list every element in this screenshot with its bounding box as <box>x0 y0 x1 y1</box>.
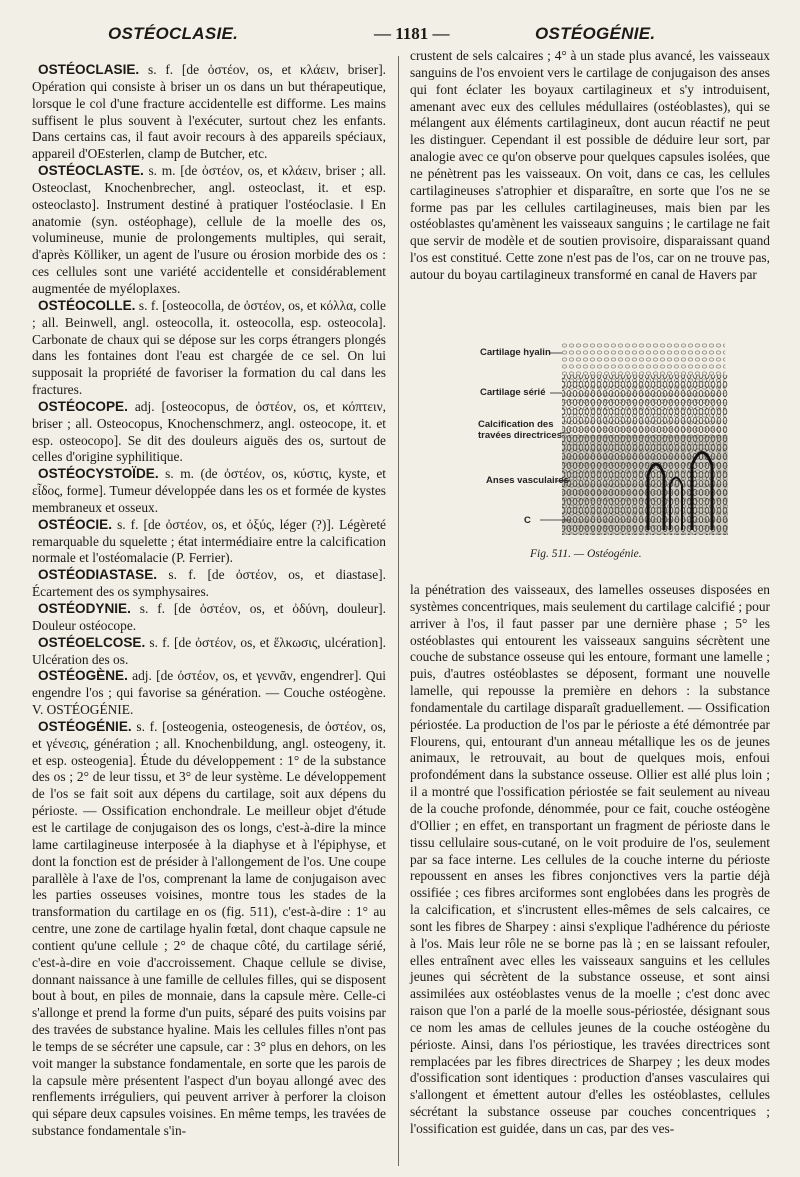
definition: s. f. [de ὀστέον, os, et ὀδύνη, douleur]. Douleur ostéocope. <box>32 601 386 633</box>
column-divider <box>398 56 399 1166</box>
figure-511 <box>470 335 740 570</box>
figure-caption: Fig. 511. — Ostéogénie. <box>530 548 642 560</box>
definition: s. m. (de ὀστέον, os, κύστις, kyste, et εἶδος, forme]. Tumeur développée dans les os et formée de kystes membraneux et osseux. <box>32 466 386 515</box>
entry-osteoclaste <box>32 163 386 298</box>
headword: OSTÉOCLASIE. <box>38 62 140 77</box>
entry-osteocope <box>32 399 386 466</box>
left-column <box>32 62 386 1140</box>
headword: OSTÉOCLASTE. <box>38 163 144 179</box>
entry-osteogene <box>32 668 386 719</box>
continuation-paragraph: la pénétration des vaisseaux, des lamelles osseuses disposées en systèmes concentriques, mais seulement du cartilage calcifié ; pour arriver à l'os, il faut passer par une dernière phase ; 5° les ostéoblastes qui entourent les vaisseaux sanguins sécrètent une couche de substance osseuse qui les entoure, formant une lamelle ; puis, d'autres ostéoblastes se déposent, formant une nouvelle lamelle, qui repousse la première en dehors : la substance fondamentale du cartilage disparaît graduellement. — Ossification périostée. La production de l'os par le périoste a été démontrée par Flourens, qui, entourant d'un anneau métallique les os de jeunes animaux, le retrouvait, au bout de quelques mois, enfoui profondément dans la substance osseuse. Ollier est allé plus loin ; il a montré que l'ossification périostée se fait seulement au niveau de la couche profonde, dénommée, pour ce fait, couche ostéogène d'Ollier ; en effet, en transportant un fragment de périoste dans le tissu cellulaire sous-cutané, on le voit produire de l'os, seulement par sa face interne. Les cellules de la couche interne du périoste repoussent en anses les fibres conjonctives vers la partie déjà ossifiée ; ces fibres arciformes sont englobées dans les progrès de la calcification, et s'incrustent elles-mêmes de sels calcaires, ce sont les fibres de Sharpey : ainsi s'explique l'adhérence du périoste à l'os. Mais leur rôle ne se borne pas là ; en se laissant refouler, elles entraînent avec elles les vaisseaux sanguins et les cellules jeunes qui sécrètent de la substance osseuse, et sont ainsi assimilées aux ostéoblastes venus de la moelle ; c'est donc avec raison que l'on a parlé de la moelle sous-périostée, désignant sous ce nom les amas de cellules jeunes de la couche ostéogène du périoste. Ainsi, dans l'os périostique, les travées directrices sont remplacées par les fibres directrices de Sharpey ; les deux modes d'ossification sont identiques : production d'anses vasculaires qui s'allongent et émettent autour d'elles les ostéoblastes, cellules sécrétant la substance osseuse par couches concentriques ; l'ossification est guidée, dans un cas, par des ves- <box>410 582 770 1136</box>
headword: OSTÉOCIE. <box>38 516 113 532</box>
definition: s. f. [de ὀστέον, os, et κλάειν, briser]. Opération qui consiste à briser un os dans un but thérapeutique, lorsque le col d'une fracture accidentelle est difforme. Les mains suffisent le plus souvent à l'exécuter, surtout chez les enfants. Dans certains cas, il faut avoir recours à des appareils spéciaux, appareil d'OEsterlen, clamp de Butcher, etc. <box>32 62 386 162</box>
definition: adj. [de ὀστέον, os, et γεννᾶν, engendrer]. Qui engendre l'os ; qui favorise sa génération. — Couche ostéogène. V. OSTÉOGÉNIE. <box>32 668 386 718</box>
entry-osteoclasie <box>32 62 386 163</box>
headword: OSTÉOCOPE. <box>38 398 128 414</box>
entry-osteocie <box>32 517 386 568</box>
definition: s. m. [de ὀστέον, os, et κλάειν, briser ; all. Osteoclast, Knochenbrecher, angl. osteoclast, it. et esp. osteoclasto]. Instrument destiné à pratiquer l'ostéoclasie. ‖ En anatomie (syn. ostéophage), cellule de la moelle des os, volumineuse, munie de prolongements multiples, qui serait, d'après Kölliker, un agent de l'usure ou érosion morbide des os : ces cellules sont une variété accidentelle et considérablement augmentée de myéloplaxes. <box>32 163 386 296</box>
page-number: — 1181 — <box>374 24 450 43</box>
header-left-guideword: OSTÉOCLASIE. <box>108 24 239 43</box>
headword: OSTÉODIASTASE. <box>38 567 158 583</box>
headword: OSTÉODYNIE. <box>38 601 131 616</box>
entry-osteodynie <box>32 601 386 635</box>
definition: s. f. [de ὀστέον, os, et ἕλκωσις, ulcération]. Ulcération des os. <box>32 634 386 667</box>
headword: OSTÉOGÈNE. <box>38 668 128 684</box>
running-header <box>0 18 800 48</box>
definition: s. f. [osteogenia, osteogenesis, de ὀστέον, os, et γένεσις, génération ; all. Knochenbildung, angl. osteogeny, it. et esp. osteogenia]. Étude du développement : 1° de la substance des os ; 2° de leur tissu, et 3° de leur système. Le développement de l'os se fait soit aux dépens du cartilage, soit aux dépens du périoste. — Ossification enchondrale. Le meilleur objet d'étude est le cartilage de conjugaison des os longs, c'est-à-dire la mince lame cartilagineuse interposée à la diaphyse et à l'épiphyse, et dont la fonction est de présider à l'allongement de l'os. Une coupe parallèle à l'axe de l'os, comprenant la lame de conjugaison avec les parties osseuses voisines, montre tous les stades de la transformation du cartilage en os (fig. 511), c'est-à-dire : 1° au centre, une zone de cartilage hyalin fœtal, dont chaque capsule ne contient qu'une cellule ; 2° de chaque côté, du cartilage sérié, c'est-à-dire en voie d'accroissement. Chaque cellule se divise, donnant naissance à une famille de cellules filles, qui se disposent bout à bout, en piles de monnaie, dans la capsule mère. Celle-ci s'allonge et prend la forme d'un puits, séparé des puits voisins par des travées de substance hyaline. Mais les cellules filles n'ont pas le temps de se sécréter une capsule, car : 3° plus en dehors, on les voit manger la substance fondamentale, en sorte que les parois de la capsule mère présentent l'aspect d'un boyau allongé avec des renflements irréguliers, qui peuvent arriver à perforer la cloison qui sépare deux capsules voisines. En même temps, les travées de substance fondamentale s'in- <box>32 718 386 1139</box>
label-c: C <box>524 515 531 526</box>
label-cartilage-hyalin: Cartilage hyalin <box>480 347 551 358</box>
headword: OSTÉOCYSTOÏDE. <box>38 466 159 482</box>
entry-osteodiastase <box>32 567 386 601</box>
definition: s. f. [de ὀστέον, os, et ὀξύς, léger (?)]. Légèreté remarquable du squelette ; état intermédiaire entre la calcification normale et l'ostéomalacie (P. Ferrier). <box>32 516 386 566</box>
definition: s. f. [osteocolla, de ὀστέον, os, et κόλλα, colle ; all. Beinwell, angl. osteocolla, it. osteocolla, esp. osteocola]. Carbonate de chaux qui se dépose sur les corps étrangers plongés dans les fontaines dont l'eau est chargée de ce sel. On lui supposait la propriété de favoriser la formation du cal dans les fractures. <box>32 297 386 398</box>
definition: s. f. [de ὀστέον, os, et diastase]. Écartement des os symphysaires. <box>32 567 386 600</box>
label-cartilage-serie: Cartilage sérié <box>480 387 546 398</box>
label-anses-vasculaires: Anses vasculaires <box>486 475 569 486</box>
headword: OSTÉOGÉNIE. <box>38 718 132 734</box>
label-calcification: Calcification des travées directrices <box>478 419 562 441</box>
ossification-illustration <box>470 335 740 550</box>
continuation-paragraph: crustent de sels calcaires ; 4° à un stade plus avancé, les vaisseaux sanguins de l'os envoient vers le cartilage de conjugaison des anses qui font éclater les boyaux cartilagineux et s'y introduisent, amenant avec eux des cellules médullaires (ostéoblastes), qui se mélangent aux éléments cartilagineux, dont aucun réactif ne peut les distinguer. Cependant il est possible de déduire leur sort, par analogie avec ce qu'on observe pour quelques capsules isolées, que ne pénètrent pas les vaisseaux. On voit, dans ce cas, les cellules cartilagineuses s'atrophier et disparaître, en sorte que l'os ne se forme pas par les cellules cartilagineuses, mais bien par les ostéoblastes qu'amènent les vaisseaux sanguins ; le cartilage ne fait que servir de modèle et de soutien provisoire, disparaissant quand l'os est constitué. Cette zone n'est pas de l'os, car on ne trouve pas, autour du boyau cartilagineux transformé en canal de Havers par <box>410 48 770 282</box>
entry-osteogenie <box>32 719 386 1140</box>
headword: OSTÉOELCOSE. <box>38 634 146 650</box>
right-column-bottom <box>410 582 770 1138</box>
definition: adj. [osteocopus, de ὀστέον, os, et κόπτειν, briser ; all. Osteocopus, Knochenschmerz, angl. osteocope, it. et esp. osteocopo]. Se dit des douleurs aiguës des os, surtout de celles d'origine syphilitique. <box>32 398 386 465</box>
entry-osteocolle <box>32 298 386 399</box>
right-column-top <box>410 48 770 284</box>
entry-osteocystoide <box>32 466 386 517</box>
header-right-guideword: OSTÉOGÉNIE. <box>535 24 656 43</box>
headword: OSTÉOCOLLE. <box>38 297 136 313</box>
entry-osteoelcose <box>32 635 386 669</box>
